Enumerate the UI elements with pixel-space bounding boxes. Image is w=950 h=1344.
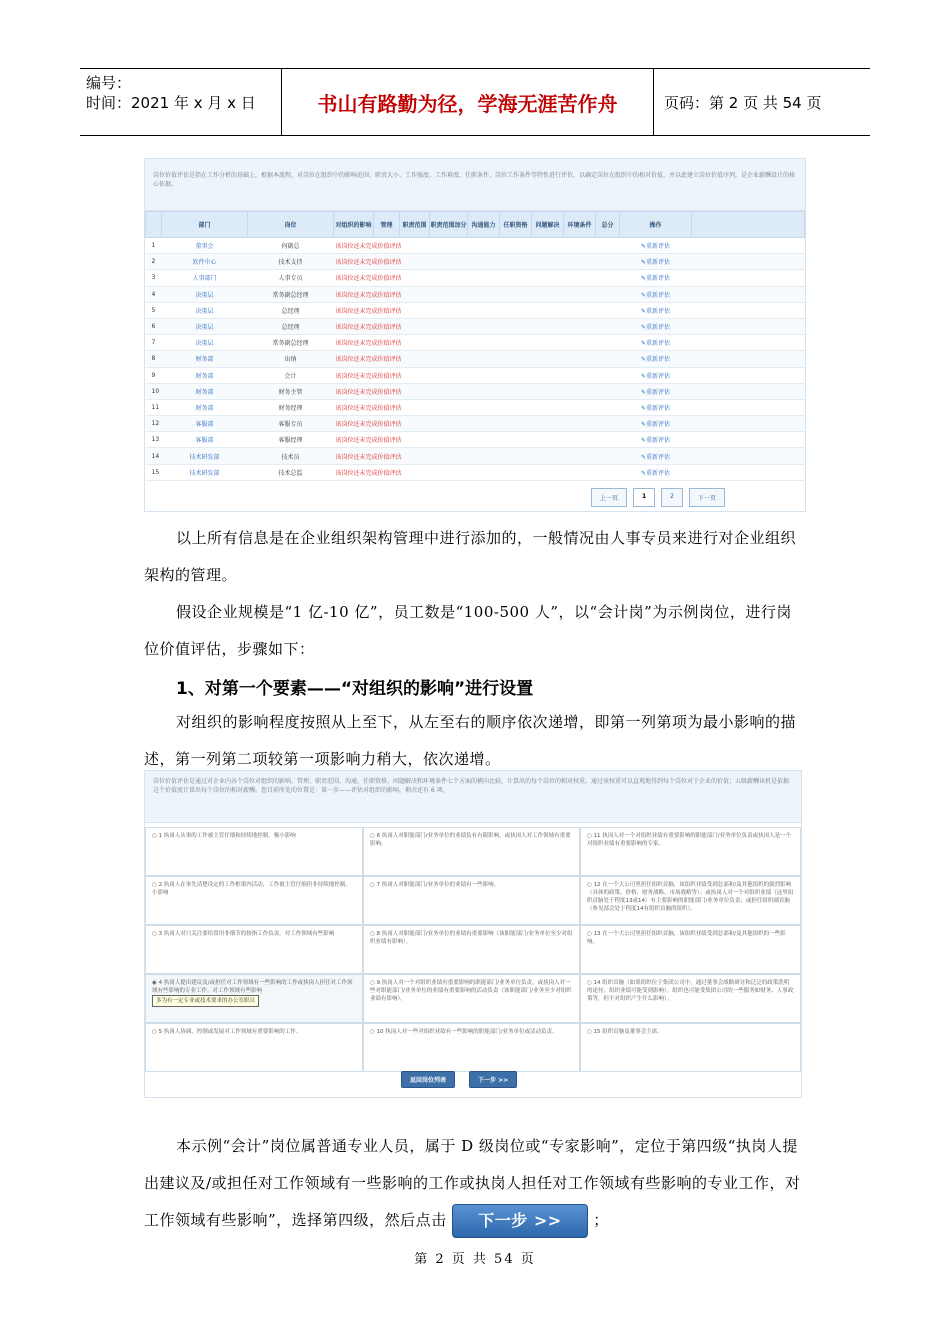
row-spacer [692, 367, 805, 383]
radio-icon[interactable]: ○ [587, 931, 594, 937]
reassess-link[interactable] [620, 416, 692, 432]
row-department: 董事会 [162, 238, 248, 254]
row-status: 该岗位还未完成价值评估 [334, 383, 620, 399]
row-status: 该岗位还未完成价值评估 [334, 270, 620, 286]
paragraph-example [144, 1128, 806, 1239]
table-row [146, 351, 805, 367]
prev-page-button[interactable]: 上一页 [591, 488, 627, 507]
column-header: 问题解决 [532, 212, 564, 238]
reassess-link[interactable] [620, 302, 692, 318]
table-row [146, 367, 805, 383]
impact-option[interactable] [145, 925, 363, 974]
row-position: 客服经理 [248, 432, 334, 448]
row-spacer [692, 270, 805, 286]
position-table [145, 211, 805, 481]
row-status: 该岗位还未完成价值评估 [334, 335, 620, 351]
row-status: 该岗位还未完成价值评估 [334, 448, 620, 464]
row-index: 5 [146, 302, 162, 318]
column-header: 岗位 [248, 212, 334, 238]
row-department: 软件中心 [162, 254, 248, 270]
page-1-button[interactable]: 1 [633, 488, 655, 507]
impact-option-text: 13 在一个大公司里担任组织首脑，该组织业绩受到总部和/及其他组织的一些影响。 [587, 931, 786, 945]
edit-icon: ✎ [640, 356, 646, 364]
edit-icon: ✎ [640, 421, 646, 429]
paragraph-example-end: ； [593, 1211, 609, 1229]
radio-icon[interactable]: ○ [152, 882, 159, 888]
column-header: 总分 [596, 212, 620, 238]
row-status: 该岗位还未完成价值评估 [334, 302, 620, 318]
reassess-label: 重新评估 [646, 291, 671, 299]
row-index: 14 [146, 448, 162, 464]
column-header: 操作 [620, 212, 692, 238]
reassess-label: 重新评估 [646, 437, 671, 445]
reassess-link[interactable] [620, 448, 692, 464]
row-index: 6 [146, 318, 162, 334]
impact-option[interactable] [580, 925, 801, 974]
reassess-link[interactable] [620, 254, 692, 270]
impact-option[interactable] [580, 876, 801, 925]
row-department: 财务部 [162, 351, 248, 367]
impact-option-text: 5 执岗人协调、控制或发展对工作领域有重要影响的工作。 [158, 1029, 302, 1035]
edit-icon: ✎ [640, 469, 646, 477]
reassess-label: 重新评估 [646, 372, 671, 380]
row-status: 该岗位还未完成价值评估 [334, 367, 620, 383]
row-spacer [692, 351, 805, 367]
reassess-link[interactable] [620, 286, 692, 302]
impact-option[interactable] [145, 974, 363, 1023]
row-department: 决策层 [162, 335, 248, 351]
table-row [146, 318, 805, 334]
row-position: 出纳 [248, 351, 334, 367]
reassess-label: 重新评估 [646, 243, 671, 251]
row-position: 会计 [248, 367, 334, 383]
row-department: 客服部 [162, 432, 248, 448]
reassess-link[interactable] [620, 335, 692, 351]
column-header: 任职资格 [500, 212, 532, 238]
reassess-label: 重新评估 [646, 388, 671, 396]
impact-option-text: 7 执岗人对职能部门/业务单位的业绩有一些影响。 [376, 882, 500, 888]
row-index: 1 [146, 238, 162, 254]
impact-option-text: 15 组织首脑及董事会主席。 [593, 1029, 663, 1035]
edit-icon: ✎ [640, 324, 646, 332]
reassess-link[interactable] [620, 464, 692, 480]
impact-option-text: 9 执岗人对一个对组织业绩有重要影响的职能部门/业务单位负责。或执岗人对一些对职能部门/业务单位的业绩有重要影响的活动负责（该职能部门/业务至少对组织业绩有影响）。 [370, 980, 572, 1002]
table-row [146, 399, 805, 415]
row-department: 财务部 [162, 399, 248, 415]
radio-icon[interactable]: ○ [152, 833, 159, 839]
row-department: 财务部 [162, 367, 248, 383]
radio-icon[interactable]: ◉ [152, 980, 159, 986]
row-status: 该岗位还未完成价值评估 [334, 238, 620, 254]
row-status: 该岗位还未完成价值评估 [334, 399, 620, 415]
position-table-body [146, 238, 805, 481]
row-index: 12 [146, 416, 162, 432]
column-header: 沟通能力 [468, 212, 500, 238]
radio-icon[interactable]: ○ [370, 980, 377, 986]
position-list-intro: 岗位价值评估是指在工作分析的基础上，根据本流程，对岗位在组织中的影响范围、职责大小、工作强度、工作难度、任职条件、岗位工作条件等特性进行评价，以确定岗位在组织中的相对价值，并以此建立岗位价值序列，是企业薪酬设计的核心依据。 [145, 159, 805, 211]
table-row [146, 270, 805, 286]
row-position: 常务副总经理 [248, 286, 334, 302]
reassess-label: 重新评估 [646, 324, 671, 332]
impact-option-text: 4 执岗人提出建议及/或担任对工作领域有一些影响的工作或执岗人担任对工作领域有些影响的专业工作。对工作领域有些影响 [152, 980, 353, 994]
next-step-small-button[interactable]: 下一步 >> [469, 1071, 517, 1088]
row-department: 技术研发部 [162, 464, 248, 480]
row-index: 2 [146, 254, 162, 270]
column-header: 管理 [374, 212, 400, 238]
paragraph-order: 对组织的影响程度按照从上至下，从左至右的顺序依次递增，即第一列第项为最小影响的描述，第一列第二项较第一项影响力稍大，依次递增。 [144, 713, 797, 768]
radio-icon[interactable]: ○ [587, 833, 594, 839]
impact-option[interactable] [145, 827, 363, 876]
edit-icon: ✎ [640, 404, 646, 412]
table-row [146, 254, 805, 270]
row-spacer [692, 399, 805, 415]
option-tooltip: 多为有一定专业或技术要求的办公室职员 [152, 995, 259, 1007]
edit-icon: ✎ [640, 275, 646, 283]
table-row [146, 432, 805, 448]
edit-icon: ✎ [640, 388, 646, 396]
reassess-link[interactable] [620, 351, 692, 367]
row-spacer [692, 432, 805, 448]
row-status: 该岗位还未完成价值评估 [334, 464, 620, 480]
row-index: 9 [146, 367, 162, 383]
impact-options-screenshot [144, 770, 802, 1098]
header-number: 编号： [86, 74, 132, 92]
radio-icon[interactable]: ○ [370, 882, 377, 888]
header-page-info: 页码：第 2 页 共 54 页 [664, 93, 822, 112]
row-position: 技术员 [248, 448, 334, 464]
row-status: 该岗位还未完成价值评估 [334, 254, 620, 270]
reassess-label: 重新评估 [646, 421, 671, 429]
reassess-label: 重新评估 [646, 453, 671, 461]
reassess-label: 重新评估 [646, 404, 671, 412]
row-department: 客服部 [162, 416, 248, 432]
paragraph-org-info: 以上所有信息是在企业组织架构管理中进行添加的，一般情况由人事专员来进行对企业组织架构的管理。 [144, 529, 797, 584]
next-page-button[interactable]: 下一页 [689, 488, 725, 507]
row-department: 决策层 [162, 318, 248, 334]
reassess-link[interactable] [620, 399, 692, 415]
row-status: 该岗位还未完成价值评估 [334, 432, 620, 448]
paragraph-assumption: 假设企业规模是“1 亿-10 亿”，员工数是“100-500 人”，以“会计岗”为示例岗位，进行岗位价值评估，步骤如下： [144, 603, 792, 658]
row-spacer [692, 335, 805, 351]
row-department: 决策层 [162, 302, 248, 318]
table-header-row [146, 212, 805, 238]
impact-option[interactable] [145, 1023, 363, 1072]
edit-icon: ✎ [640, 291, 646, 299]
row-department: 人事部门 [162, 270, 248, 286]
reassess-label: 重新评估 [646, 259, 671, 267]
table-row [146, 238, 805, 254]
column-header: 对组织的影响 [334, 212, 374, 238]
impact-option[interactable] [580, 827, 801, 876]
impact-option-text: 1 执岗人从事的工作被主管仔细和持续地控制。极小影响 [158, 833, 296, 839]
impact-option[interactable] [580, 974, 801, 1023]
row-status: 该岗位还未完成价值评估 [334, 286, 620, 302]
row-spacer [692, 416, 805, 432]
edit-icon: ✎ [640, 453, 646, 461]
row-position: 财务主管 [248, 383, 334, 399]
row-position: 总经理 [248, 318, 334, 334]
radio-icon[interactable]: ○ [152, 931, 159, 937]
row-spacer [692, 464, 805, 480]
position-list-screenshot [144, 158, 806, 512]
row-index: 13 [146, 432, 162, 448]
column-index [146, 212, 162, 238]
row-department: 技术研发部 [162, 448, 248, 464]
impact-option[interactable] [580, 1023, 801, 1072]
impact-option[interactable] [363, 1023, 580, 1072]
column-spacer [692, 212, 805, 238]
table-row [146, 448, 805, 464]
document-header [80, 68, 870, 136]
row-index: 3 [146, 270, 162, 286]
impact-option-text: 2 执岗人在事先清楚设定的工作框架内活动，工作被主管仔细但非持续地控制。小影响 [152, 882, 351, 896]
row-spacer [692, 448, 805, 464]
next-step-button[interactable]: 下一步 >> [452, 1204, 588, 1238]
row-status: 该岗位还未完成价值评估 [334, 416, 620, 432]
reassess-link[interactable] [620, 270, 692, 286]
reassess-label: 重新评估 [646, 275, 671, 283]
table-row [146, 286, 805, 302]
back-to-list-button[interactable]: 返回岗位列表 [401, 1071, 455, 1088]
row-spacer [692, 286, 805, 302]
radio-icon[interactable]: ○ [587, 882, 594, 888]
row-position: 何副总 [248, 238, 334, 254]
reassess-label: 重新评估 [646, 469, 671, 477]
edit-icon: ✎ [640, 437, 646, 445]
row-position: 财务经理 [248, 399, 334, 415]
row-position: 技术总监 [248, 464, 334, 480]
header-motto: 书山有路勤为径，学海无涯苦作舟 [282, 69, 654, 135]
impact-option-text: 12 在一个大公司里担任组织首脑，该组织业绩受到总部和/及其他组织的强烈影响（具体的政策、价格、财务战略、市场战略等）；或执岗人对一个对组织业绩（这里组织首脑处于程度13或14）有主要影响的职能部门/业务单位负责；或担任组织副首脑（参见部会处于程度14有组织首脑的组织）。 [587, 882, 794, 912]
reassess-link[interactable] [620, 432, 692, 448]
header-time: 时间：2021 年 x 月 x 日 [86, 94, 256, 112]
row-spacer [692, 238, 805, 254]
pagination [591, 488, 725, 507]
impact-option-text: 6 执岗人对职能部门/业务单位的业绩负有有限影响，或执岗人对工作领域有重要影响。 [370, 833, 571, 847]
row-index: 11 [146, 399, 162, 415]
row-index: 8 [146, 351, 162, 367]
row-department: 决策层 [162, 286, 248, 302]
table-row [146, 335, 805, 351]
impact-option-text: 3 执岗人对只关注要给常用非细节的按指工作负责。对工作领域有些影响 [158, 931, 335, 937]
radio-icon[interactable]: ○ [370, 1029, 377, 1035]
row-index: 10 [146, 383, 162, 399]
column-header: 职责范围 [400, 212, 430, 238]
header-meta [80, 69, 282, 135]
reassess-link[interactable] [620, 318, 692, 334]
radio-icon[interactable]: ○ [587, 980, 594, 986]
page-footer: 第 2 页 共 54 页 [414, 1252, 536, 1267]
impact-option[interactable] [363, 876, 580, 925]
column-header: 部门 [162, 212, 248, 238]
row-position: 总经理 [248, 302, 334, 318]
edit-icon: ✎ [640, 259, 646, 267]
column-header: 环境条件 [564, 212, 596, 238]
reassess-label: 重新评估 [646, 340, 671, 348]
table-row [146, 416, 805, 432]
row-index: 7 [146, 335, 162, 351]
impact-option[interactable] [363, 974, 580, 1023]
impact-option[interactable] [145, 876, 363, 925]
impact-actions [401, 1071, 517, 1088]
column-header: 职责范围加分 [430, 212, 468, 238]
table-row [146, 383, 805, 399]
row-spacer [692, 383, 805, 399]
row-status: 该岗位还未完成价值评估 [334, 318, 620, 334]
impact-option-text: 8 执岗人对职能部门/业务单位的业绩有重要影响（该职能部门/业务单位至少对组织业绩有影响）。 [370, 931, 573, 945]
reassess-link[interactable] [620, 238, 692, 254]
reassess-link[interactable] [620, 383, 692, 399]
row-position: 技术支持 [248, 254, 334, 270]
row-index: 4 [146, 286, 162, 302]
impact-intro: 岗位价值评估是通过对企业内各个岗位对组织的影响、管理、职责范围、沟通、任职资格、问题解决和环境条件七个方面的横向比较，计算出的每个岗位的相对权重，通过该权重可以直观地得到每个岗位对于企业的价值；五级薪酬该机是依据这个价值度计算出每个岗位的相对薪酬。您目前所处的位置是：第一步——评估对组织的影响，剩余还有 6 项。 [145, 771, 801, 823]
section-heading: 1、对第一个要素——“对组织的影响”进行设置 [176, 679, 534, 699]
row-position: 人事专员 [248, 270, 334, 286]
reassess-label: 重新评估 [646, 307, 671, 315]
impact-option-text: 14 组织首脑（如果组织位于集团公司中，通过董事会战略研讨和泛泛的政策洗明的途径，组织业绩可能受到影响）。组织也可能受集团公司的一些服务如财务、人事政策等，但不对组织产生什么影响）。 [587, 980, 794, 1002]
impact-option[interactable] [363, 925, 580, 974]
impact-option-text: 11 执岗人对一个对组织业绩有重要影响的职能部门/业务单位负责或执岗人是一个对组织业绩有重要影响的专家。 [587, 833, 792, 847]
edit-icon: ✎ [640, 243, 646, 251]
page-2-button[interactable]: 2 [661, 488, 683, 507]
row-spacer [692, 302, 805, 318]
row-position: 客服专员 [248, 416, 334, 432]
impact-option[interactable] [363, 827, 580, 876]
radio-icon[interactable]: ○ [370, 931, 377, 937]
radio-icon[interactable]: ○ [587, 1029, 594, 1035]
table-row [146, 302, 805, 318]
impact-option-text: 10 执岗人对一些对组织业绩有一些影响的职能部门/业务单位或活动负责。 [376, 1029, 558, 1035]
edit-icon: ✎ [640, 307, 646, 315]
row-position: 常务副总经理 [248, 335, 334, 351]
edit-icon: ✎ [640, 340, 646, 348]
radio-icon[interactable]: ○ [152, 1029, 159, 1035]
reassess-link[interactable] [620, 367, 692, 383]
reassess-label: 重新评估 [646, 356, 671, 364]
impact-options-grid [145, 827, 801, 1072]
table-row [146, 464, 805, 480]
row-spacer [692, 318, 805, 334]
row-spacer [692, 254, 805, 270]
edit-icon: ✎ [640, 372, 646, 380]
row-status: 该岗位还未完成价值评估 [334, 351, 620, 367]
paragraph-example-text: 本示例“会计”岗位属普通专业人员，属于 D 级岗位或“专家影响”，定位于第四级“执岗人提出建议及/或担任对工作领域有一些影响的工作或执岗人担任对工作领域有些影响的专业工作，对工作领域有些影响”，选择第四级，然后点击 [144, 1137, 801, 1229]
radio-icon[interactable]: ○ [370, 833, 377, 839]
row-index: 15 [146, 464, 162, 480]
row-department: 财务部 [162, 383, 248, 399]
